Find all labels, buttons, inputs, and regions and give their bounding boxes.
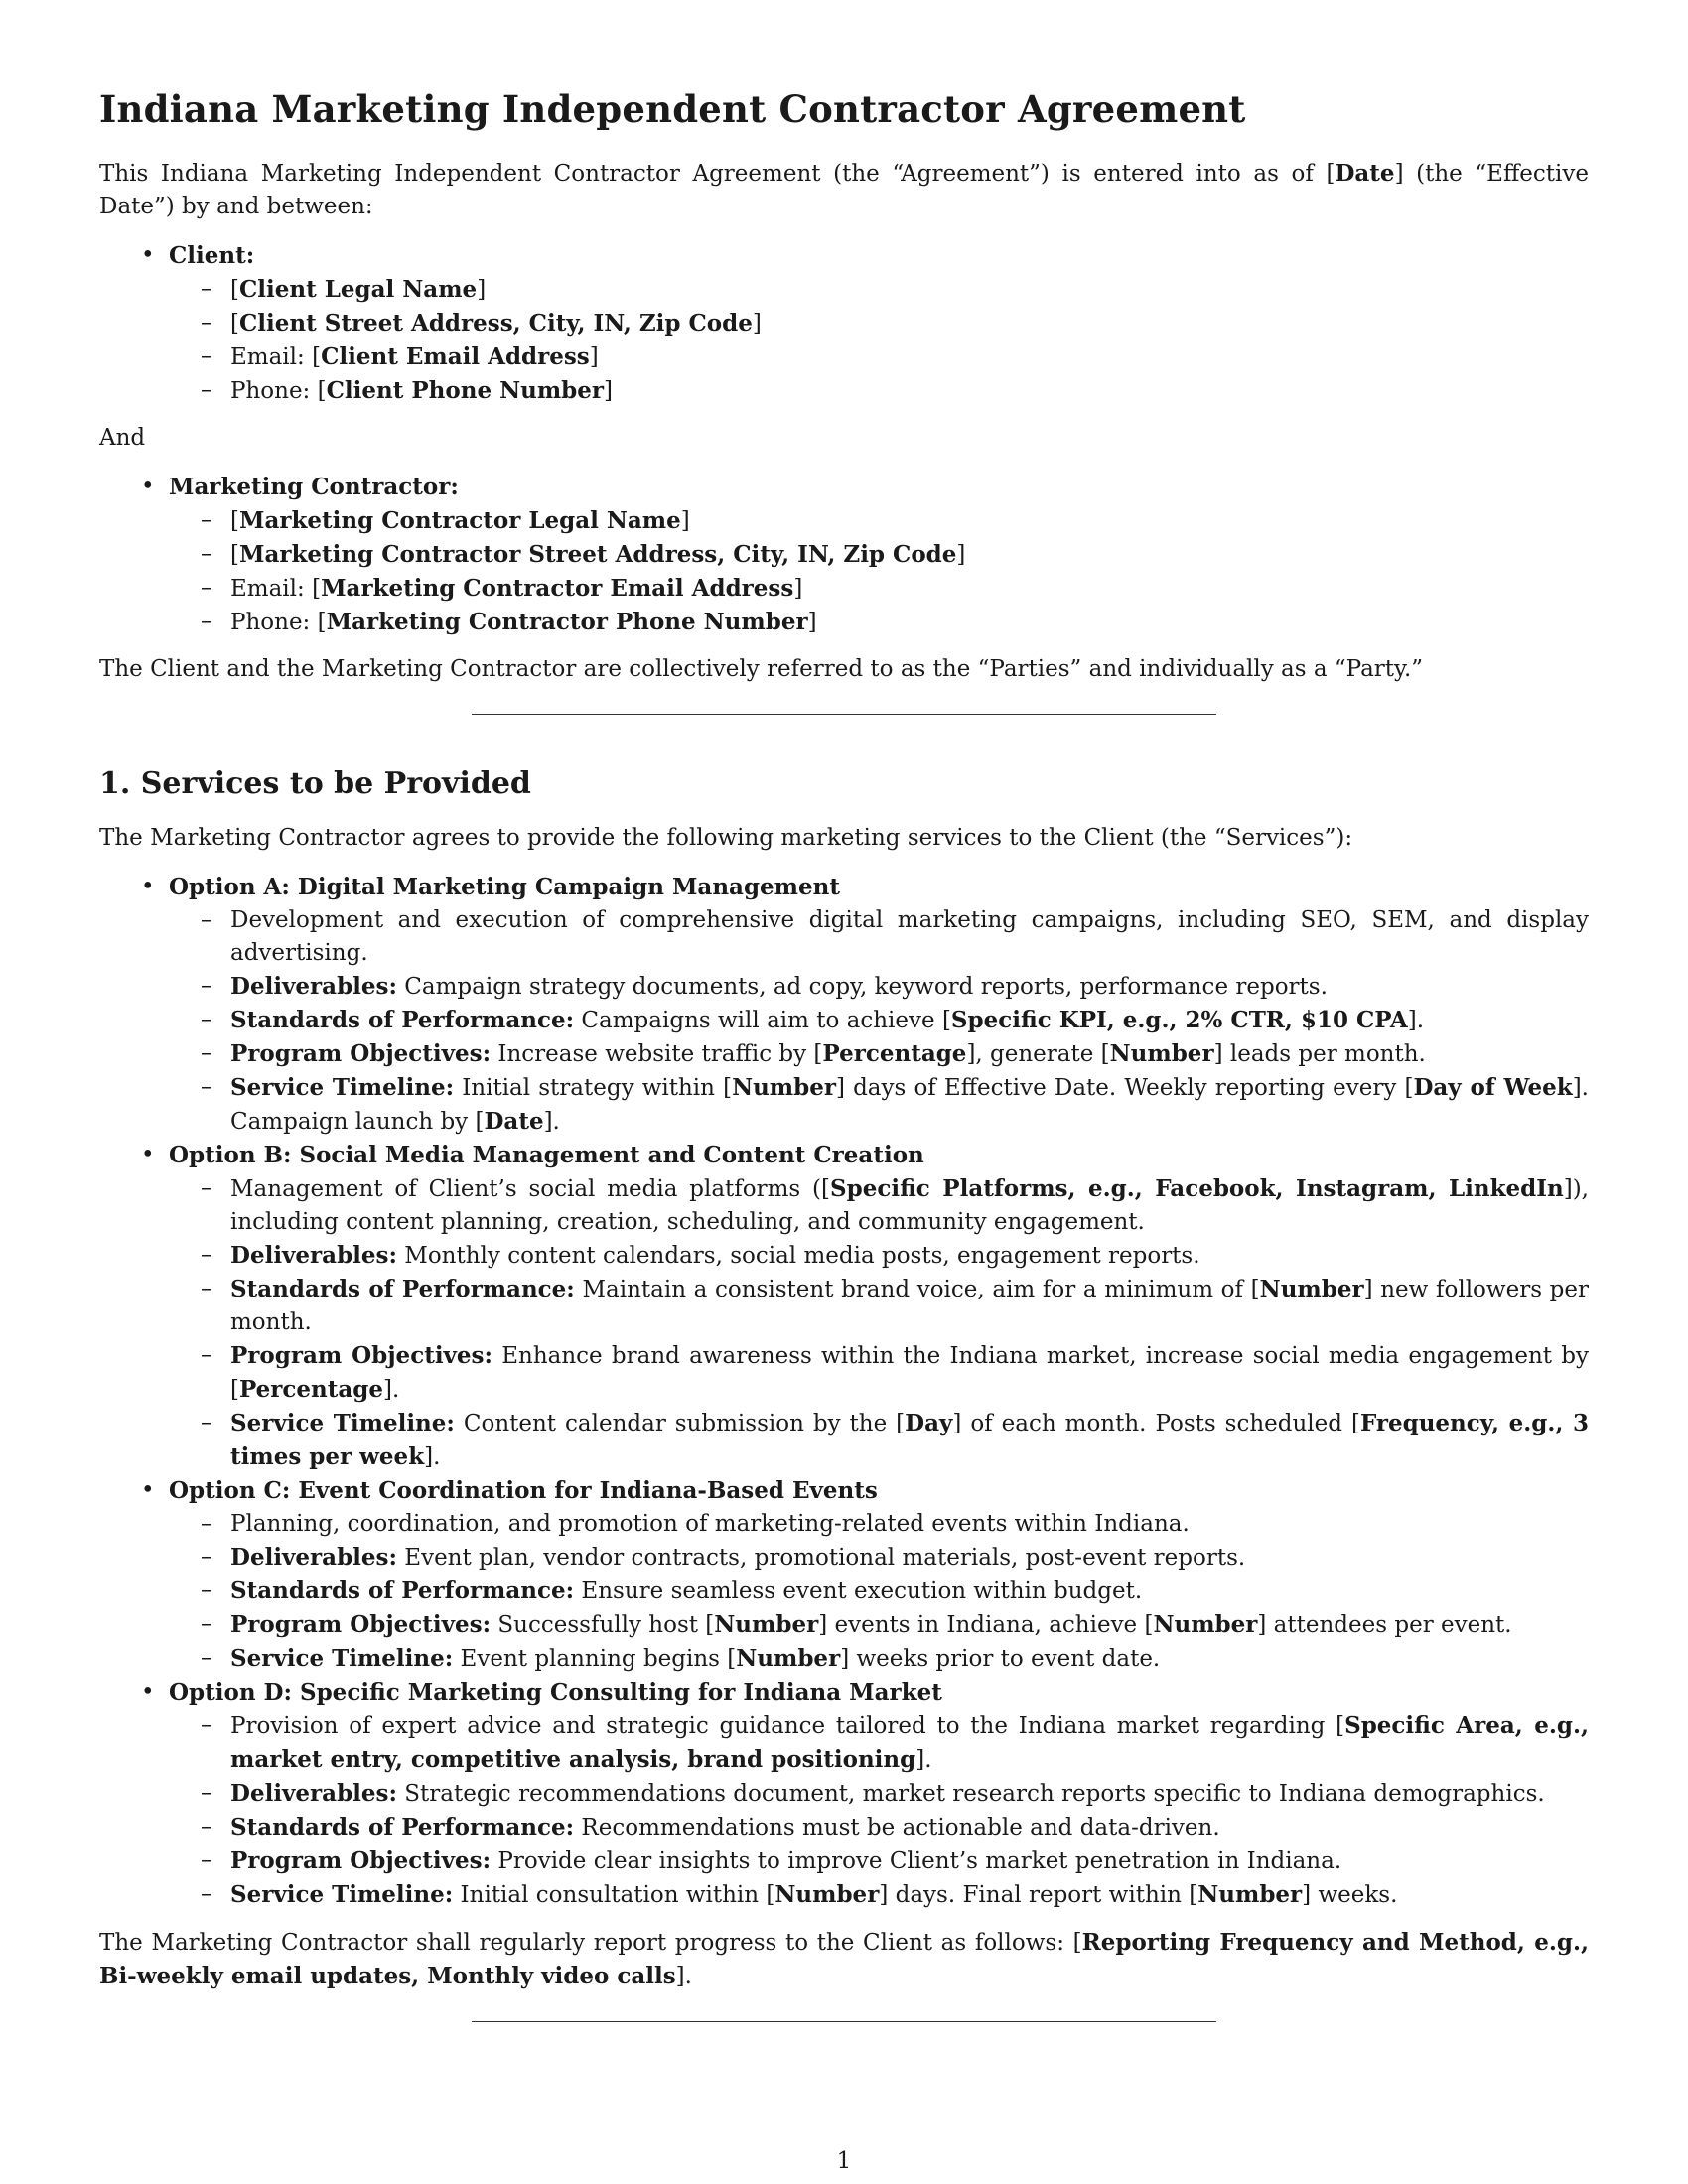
and-text: And — [99, 425, 146, 452]
option-deliverables: – Deliverables: Monthly content calendars, social media posts, engagement reports. — [230, 1239, 1589, 1273]
option-c — [169, 1474, 1589, 1676]
option-deliverables: – Deliverables: Event plan, vendor contracts, promotional materials, post-event reports. — [230, 1541, 1589, 1574]
option-description: – Management of Client’s social media platforms ([Specific Platforms, e.g., Facebook, Instagram, LinkedIn]), including content planning, creation, scheduling, and community engagement. — [230, 1172, 1589, 1239]
option-title: Option D: Specific Marketing Consulting for Indiana Market — [169, 1679, 942, 1706]
contractor-label: Marketing Contractor: — [169, 474, 459, 501]
contractor-email: – Email: [Marketing Contractor Email Address] — [230, 572, 1589, 606]
client-details — [169, 273, 1589, 408]
option-title: Option B: Social Media Management and Content Creation — [169, 1142, 924, 1169]
option-timeline: – Service Timeline: Event planning begins [Number] weeks prior to event date. — [230, 1642, 1589, 1676]
option-d — [169, 1676, 1589, 1912]
option-description: – Provision of expert advice and strategic guidance tailored to the Indiana market regarding [Specific Area, e.g., market entry, competitive analysis, brand positioning]. — [230, 1709, 1589, 1777]
client-email: – Email: [Client Email Address] — [230, 341, 1589, 374]
client-item — [169, 239, 1589, 408]
option-standards: – Standards of Performance: Recommendations must be actionable and data-driven. — [230, 1811, 1589, 1844]
document-page — [99, 87, 1589, 2048]
reporting-paragraph: The Marketing Contractor shall regularly report progress to the Client as follows: [Reporting Frequency and Method, e.g., Bi-weekly email updates, Monthly video calls]. — [99, 1929, 1589, 1990]
contractor-item — [169, 471, 1589, 639]
option-deliverables: – Deliverables: Campaign strategy documents, ad copy, keyword reports, performance reports. — [230, 970, 1589, 1004]
option-standards: – Standards of Performance: Maintain a consistent brand voice, aim for a minimum of [Number] new followers per month. — [230, 1273, 1589, 1339]
option-title: Option A: Digital Marketing Campaign Management — [169, 874, 840, 901]
client-address: – [Client Street Address, City, IN, Zip Code] — [230, 307, 1589, 341]
option-b — [169, 1139, 1589, 1474]
option-objectives: – Program Objectives: Provide clear insights to improve Client’s market penetration in Indiana. — [230, 1844, 1589, 1878]
services-intro: The Marketing Contractor agrees to provide the following marketing services to the Client (the “Services”): — [99, 825, 1353, 852]
service-options-list — [99, 871, 1589, 1912]
option-standards: – Standards of Performance: Campaigns will aim to achieve [Specific KPI, e.g., 2% CTR, $10 CPA]. — [230, 1004, 1589, 1037]
contractor-address: – [Marketing Contractor Street Address, City, IN, Zip Code] — [230, 538, 1589, 572]
option-objectives: – Program Objectives: Enhance brand awareness within the Indiana market, increase social media engagement by [Percentage]. — [230, 1339, 1589, 1407]
contractor-list — [99, 471, 1589, 639]
section-heading-services: 1. Services to be Provided — [99, 766, 531, 802]
client-phone: – Phone: [Client Phone Number] — [230, 374, 1589, 408]
contractor-phone: – Phone: [Marketing Contractor Phone Number] — [230, 606, 1589, 639]
option-description: – Planning, coordination, and promotion of marketing-related events within Indiana. — [230, 1508, 1589, 1541]
option-title: Option C: Event Coordination for Indiana-Based Events — [169, 1477, 878, 1505]
option-deliverables: – Deliverables: Strategic recommendations document, market research reports specific to Indiana demographics. — [230, 1777, 1589, 1811]
date-placeholder: Date — [1335, 160, 1395, 188]
option-description: – Development and execution of comprehensive digital marketing campaigns, including SEO, SEM, and display advertising. — [230, 904, 1589, 970]
option-timeline: – Service Timeline: Content calendar submission by the [Day] of each month. Posts scheduled [Frequency, e.g., 3 times per week]. — [230, 1407, 1589, 1474]
horizontal-rule — [472, 714, 1216, 715]
page-number: 1 — [836, 2148, 852, 2174]
document-title: Indiana Marketing Independent Contractor Agreement — [99, 87, 1246, 131]
option-objectives: – Program Objectives: Successfully host [Number] events in Indiana, achieve [Number] attendees per event. — [230, 1608, 1589, 1642]
option-objectives: – Program Objectives: Increase website traffic by [Percentage], generate [Number] leads per month. — [230, 1037, 1589, 1071]
option-a — [169, 871, 1589, 1139]
option-standards: – Standards of Performance: Ensure seamless event execution within budget. — [230, 1574, 1589, 1608]
option-timeline: – Service Timeline: Initial consultation within [Number] days. Final report within [Number] weeks. — [230, 1878, 1589, 1912]
intro-paragraph: This Indiana Marketing Independent Contractor Agreement (the “Agreement”) is entered into as of [Date] (the “Effective Date”) by and between: — [99, 160, 1589, 220]
contractor-name: – [Marketing Contractor Legal Name] — [230, 504, 1589, 538]
parties-paragraph: The Client and the Marketing Contractor are collectively referred to as the “Parties” and individually as a “Party.” — [99, 656, 1424, 683]
option-timeline: – Service Timeline: Initial strategy within [Number] days of Effective Date. Weekly reporting every [Day of Week]. Campaign launch by [Date]. — [230, 1071, 1589, 1139]
horizontal-rule — [472, 2021, 1216, 2022]
client-name: – [Client Legal Name] — [230, 273, 1589, 307]
client-list — [99, 239, 1589, 408]
contractor-details — [169, 504, 1589, 639]
client-label: Client: — [169, 242, 255, 270]
